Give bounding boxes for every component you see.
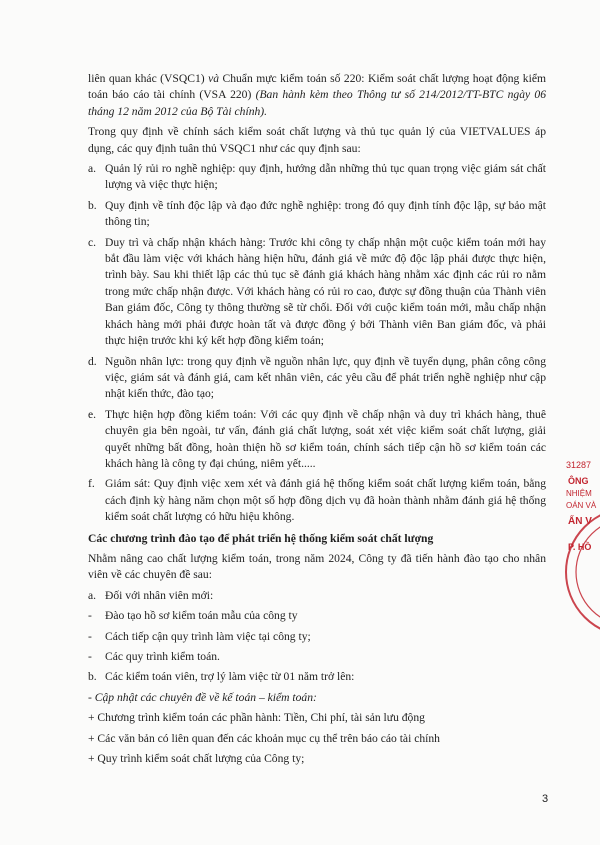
training-group-auditors: b. Các kiểm toán viên, trợ lý làm việc từ 01 năm trở lên: <box>88 670 355 684</box>
list-item: - Cách tiếp cận quy trình làm việc tại công ty; <box>88 629 311 643</box>
list-item: + Quy trình kiểm soát chất lượng của Công ty; <box>88 752 305 766</box>
page-body <box>88 71 546 767</box>
list-item: + Các văn bản có liên quan đến các khoản mục cụ thể trên báo cáo tài chính <box>88 731 440 745</box>
svg-text:OÁN VÀ: OÁN VÀ <box>566 501 597 510</box>
list-item: e. Thực hiện hợp đồng kiểm toán: Với các quy định về chấp nhận và duy trì khách hàng, thuê chuyên gia bên ngoài, tư vấn, đánh giá chất lượng, soát xét việc kiểm soát chất lượng, giải quyết những bất đồng, hoàn thiện hồ sơ kiểm toán, chính sách tiếp cận hồ sơ kiểm toán các khách hàng là công ty đại chúng, niêm yết..... <box>88 407 546 470</box>
svg-text:ÔNG: ÔNG <box>568 476 589 486</box>
svg-text:31287: 31287 <box>566 460 592 470</box>
list-item: f. Giám sát: Quy định việc xem xét và đánh giá hệ thống kiểm soát chất lượng kiểm toán, bằng cách định kỳ hàng năm chọn một số hợp đồng dịch vụ đã hoàn thành nhằm đánh giá hệ thống kiểm soát chất lượng có hữu hiệu không. <box>88 477 546 524</box>
list-item: a. Quản lý rủi ro nghề nghiệp: quy định, hướng dẫn những thủ tục quan trọng việc giám sát chất lượng và việc thực hiện; <box>88 162 546 192</box>
list-item: c. Duy trì và chấp nhận khách hàng: Trước khi công ty chấp nhận một cuộc kiểm toán mới hay bắt đầu làm việc với khách hàng hiện hữu, đánh giá về mức độ độc lập phải được thực hiện, trình bày. Sau khi thiết lập các thủ tục sẽ đánh giá khách hàng nhằm xác định các rủi ro nằm trong mức chấp nhận được. Với khách hàng có rủi ro cao, được sự đồng thuận của Thành viên Ban giám đốc, Công ty thông thường sẽ từ chối. Đối với cuộc kiểm toán mới, mẫu chấp nhận khách hàng mới phải được hoàn tất và được đồng ý bởi Thành viên Ban giám đốc, và phải thực hiện trước khi ký kết hợp đồng kiểm toán; <box>88 235 546 348</box>
list-item: - Các quy trình kiểm toán. <box>88 650 220 663</box>
page-number: 3 <box>542 793 549 805</box>
list-item: - Đào tạo hồ sơ kiểm toán mẫu của công ty <box>88 609 298 623</box>
svg-text:NHIỆM: NHIỆM <box>566 489 592 498</box>
policy-list <box>88 161 546 526</box>
section-heading: Các chương trình đào tạo để phát triển hệ thống kiểm soát chất lượng <box>88 531 434 545</box>
list-item: + Chương trình kiểm toán các phần hành: Tiền, Chi phí, tài sản lưu động <box>88 711 425 725</box>
svg-text:ẨN V: ẨN V <box>568 516 592 527</box>
company-seal-stamp <box>562 452 600 692</box>
training-group-new-staff: a. Đối với nhân viên mới: <box>88 588 214 602</box>
list-item: d. Nguồn nhân lực: trong quy định về nguồn nhân lực, quy định về tuyển dụng, phân công công việc, giám sát và đánh giá, cam kết nhân viên, các yêu cầu để phát triển nghề nghiệp như cập nhật kiến thức, đào tạo; <box>88 354 546 401</box>
svg-text:P. HỒ: P. HỒ <box>568 542 592 552</box>
training-paragraph: Nhằm nâng cao chất lượng kiểm toán, trong năm 2024, Công ty đã tiến hành đào tạo cho nhân viên về các chuyên đề sau: <box>88 551 546 582</box>
intro-paragraph: liên quan khác (VSQC1) và Chuẩn mực kiểm toán số 220: Kiểm soát chất lượng hoạt động kiểm toán báo cáo tài chính (VSA 220) (Ban hành kèm theo Thông tư số 214/2012/TT-BTC ngày 06 tháng 12 năm 2012 của Bộ Tài chính). <box>88 72 547 118</box>
policy-paragraph: Trong quy định về chính sách kiểm soát chất lượng và thủ tục quản lý của VIETVALUES áp dụng, các quy định tuân thủ VSQC1 như các quy định sau: <box>88 125 546 155</box>
update-topics-line: - Cập nhật các chuyên đề về kế toán – kiểm toán: <box>88 690 317 704</box>
list-item: b. Quy định về tính độc lập và đạo đức nghề nghiệp: trong đó quy định tính độc lập, sự bảo mật thông tin; <box>88 198 546 229</box>
